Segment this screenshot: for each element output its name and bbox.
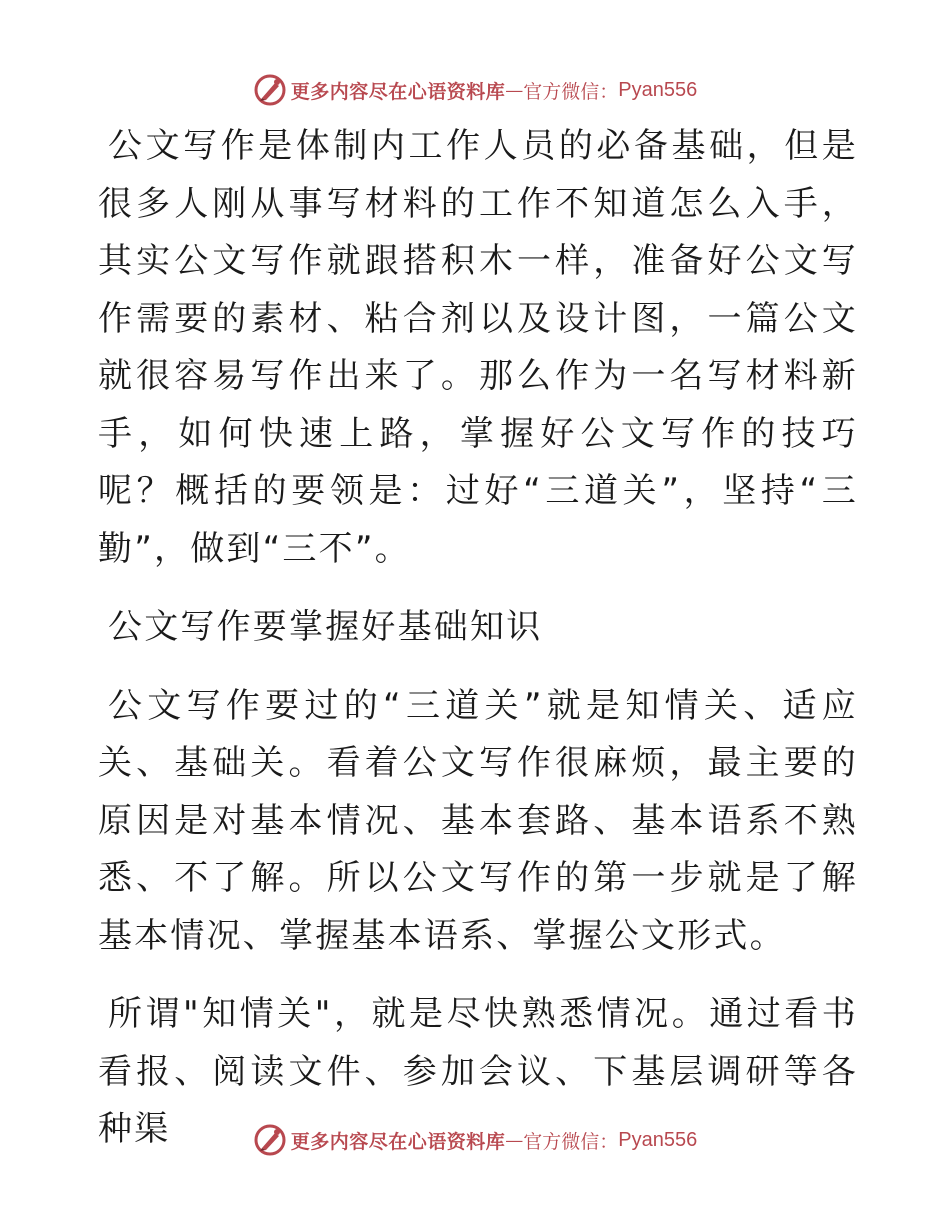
section-heading: 公文写作要掌握好基础知识 <box>108 607 543 647</box>
document-body <box>98 118 858 1180</box>
paragraph-know-situation: 所谓"知情关"，就是尽快熟悉情况。通过看书看报、阅读文件、参加会议、下基层调研等各种渠 <box>98 994 858 1149</box>
banner-dash: — <box>505 79 524 101</box>
pen-circle-logo-icon <box>253 1123 287 1157</box>
banner-wechat-id: Pyan556 <box>618 78 698 101</box>
banner-wechat-id: Pyan556 <box>618 1128 698 1151</box>
header-banner <box>0 70 950 110</box>
banner-text: 更多内容尽在心语资料库 <box>290 1130 506 1153</box>
banner-wechat-label: 官方微信： <box>523 1130 619 1153</box>
banner-dash: — <box>505 1129 524 1151</box>
banner-text: 更多内容尽在心语资料库 <box>290 80 506 103</box>
paragraph-three-gates: 公文写作要过的“三道关”就是知情关、适应关、基础关。看着公文写作很麻烦，最主要的原因是对基本情况、基本套路、基本语系不熟悉、不了解。所以公文写作的第一步就是了解基本情况、掌握基本语系、掌握公文形式。 <box>98 685 858 956</box>
footer-banner <box>0 1120 950 1160</box>
banner-wechat-label: 官方微信： <box>523 80 619 103</box>
pen-circle-logo-icon <box>253 73 287 107</box>
paragraph-intro: 公文写作是体制内工作人员的必备基础，但是很多人刚从事写材料的工作不知道怎么入手，其实公文写作就跟搭积木一样，准备好公文写作需要的素材、粘合剂以及设计图，一篇公文就很容易写作出来了。那么作为一名写材料新手，如何快速上路，掌握好公文写作的技巧呢？概括的要领是：过好“三道关”，坚持“三勤”，做到“三不”。 <box>98 126 858 569</box>
